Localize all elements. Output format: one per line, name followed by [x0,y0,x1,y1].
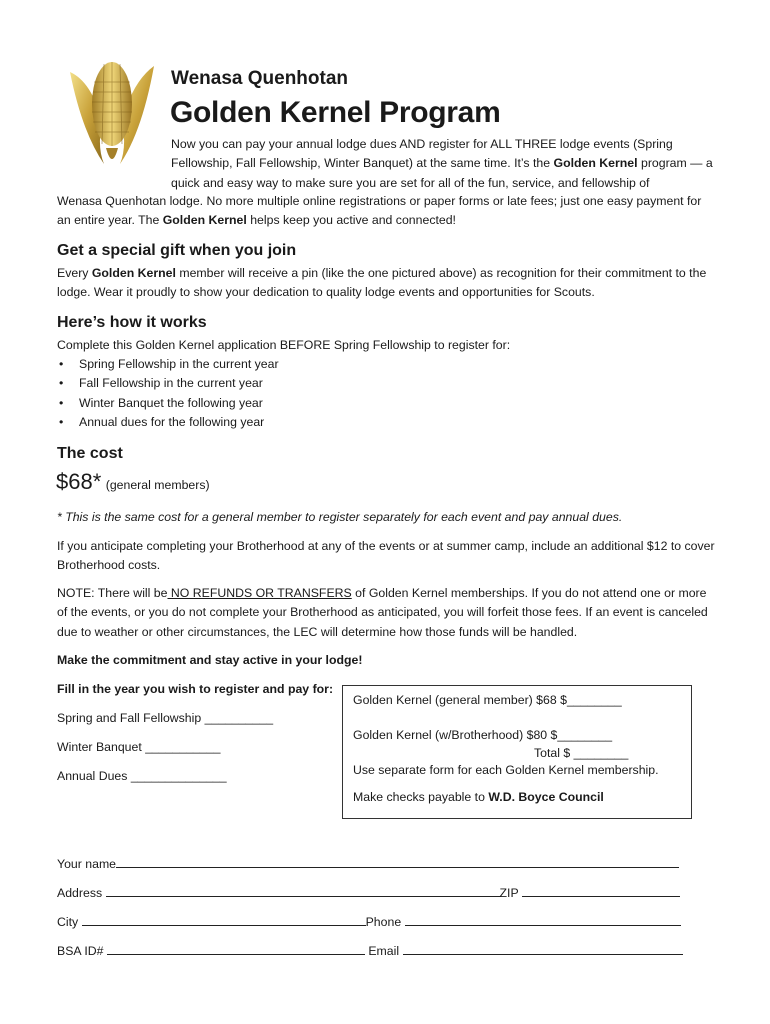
price [56,469,210,495]
price-value: $68* [56,469,102,494]
price-note: (general members) [105,478,210,492]
cost-heading: The cost [57,445,123,462]
field-winter-banquet[interactable]: Winter Banquet ___________ [57,740,221,754]
how-list [57,355,717,432]
checks-payable: Make checks payable to W.D. Boyce Council [353,790,604,804]
corn-pin-icon [62,52,162,170]
total-line[interactable]: Total $ ________ [534,746,629,760]
bsa-id-field[interactable]: BSA ID# Email [57,942,683,960]
list-item: • Fall Fellowship in the current year [57,374,717,393]
field-spring-fall[interactable]: Spring and Fall Fellowship __________ [57,711,274,725]
register-heading: Fill in the year you wish to register and pay for: [57,682,334,696]
pricing-box [342,685,692,819]
address-field[interactable]: Address ZIP [57,884,680,902]
field-annual-dues[interactable]: Annual Dues ______________ [57,769,227,783]
gift-heading: Get a special gift when you join [57,242,297,259]
intro-paragraph-continued: Wenasa Quenhotan lodge. No more multiple online registrations or paper forms or late fees; just one easy payment for an entire year. The Golden Kernel helps keep you active and connected! [57,194,702,228]
gift-text: Every Golden Kernel member will receive a pin (like the one pictured above) as recognition for their commitment to the lodge. Wear it proudly to show your dedication to quality lodge events and opportunities for Scouts. [57,266,707,300]
list-item: • Spring Fellowship in the current year [57,355,717,374]
page-title: Golden Kernel Program [170,96,501,129]
how-intro: Complete this Golden Kernel application BEFORE Spring Fellowship to register for: [57,338,511,352]
org-name: Wenasa Quenhotan [171,68,349,89]
brotherhood-note: If you anticipate completing your Brotherhood at any of the events or at summer camp, include an additional $12 to cover Brotherhood costs. [57,539,715,573]
list-item: • Winter Banquet the following year [57,394,717,413]
name-field[interactable]: Your name [57,855,679,873]
city-field[interactable]: City Phone [57,913,681,931]
list-item: • Annual dues for the following year [57,413,717,432]
separate-form-note: Use separate form for each Golden Kernel membership. [353,763,659,777]
how-heading: Here’s how it works [57,314,207,331]
brotherhood-line[interactable]: Golden Kernel (w/Brotherhood) $80 $________ [353,728,613,742]
commitment-text: Make the commitment and stay active in your lodge! [57,653,363,667]
general-member-line[interactable]: Golden Kernel (general member) $68 $________ [353,693,622,707]
intro-paragraph: Now you can pay your annual lodge dues AND register for ALL THREE lodge events (Spring Fellowship, Fall Fellowship, Winter Banquet) at the same time. It’s the Golden Kernel program — a quick and easy way to make sure you are set for all of the fun, service, and fellowship of [171,137,713,190]
refund-note: NOTE: There will be NO REFUNDS OR TRANSFERS of Golden Kernel memberships. If you do not attend one or more of the events, or you do not complete your Brotherhood as anticipated, you will forfeit those fees. If an event is canceled due to weather or other circumstances, the LEC will determine how those funds will be handled. [57,586,708,639]
cost-footnote: * This is the same cost for a general member to register separately for each event and pay annual dues. [57,510,623,524]
